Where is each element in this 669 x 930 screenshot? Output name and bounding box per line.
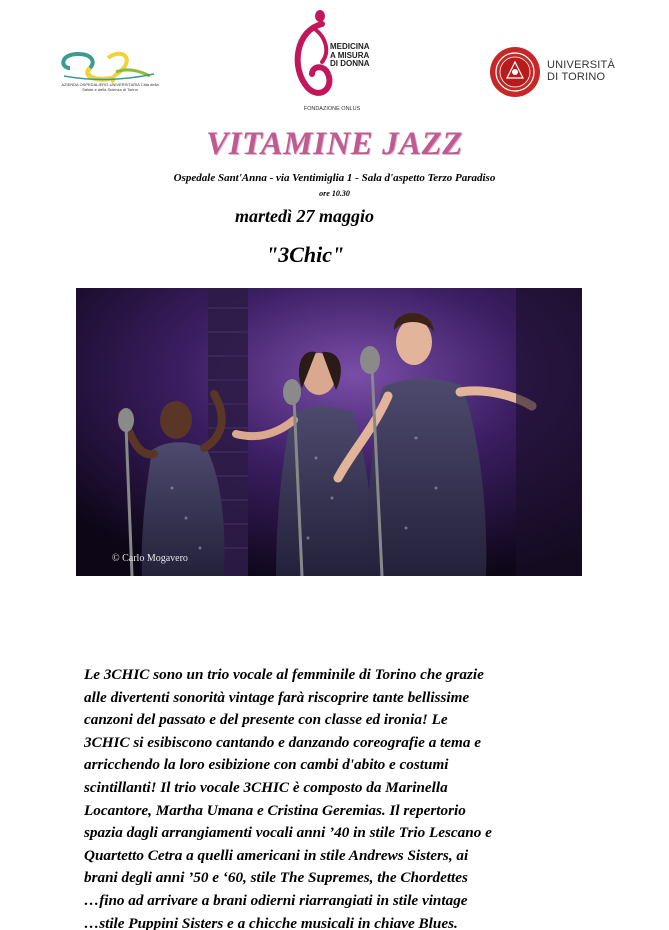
university-seal-icon (489, 46, 541, 98)
description-line: arricchendo la loro esibizione con cambi d'abito e costumi (84, 756, 449, 774)
event-venue: Ospedale Sant'Anna - via Ventimiglia 1 - Sala d'aspetto Terzo Paradiso (173, 172, 496, 184)
event-time: ore 10.30 (319, 189, 350, 198)
description-line: Quartetto Cetra a quelli americani in stile Andrews Sisters, ai (84, 846, 469, 864)
description-line: brani degli anni ’50 e ‘60, stile The Supremes, the Chordettes (84, 869, 468, 887)
three-singers-photo (76, 288, 582, 576)
university-logo-text: UNIVERSITÀ DI TORINO (547, 59, 616, 83)
foundation-logo-title: MEDICINA A MISURA DI DONNA (330, 42, 370, 68)
university-logo (489, 46, 541, 98)
description-line: Le 3CHIC sono un trio vocale al femminile di Torino che grazie (84, 666, 484, 683)
description-line: …stile Puppini Sisters e a chicche musicali in chiave Blues. (84, 914, 458, 930)
s-swirl-logo-icon (56, 46, 162, 86)
description-line: …fino ad arrivare a brani odierni riarrangiati in stile vintage (84, 891, 468, 909)
description-line: 3CHIC si esibiscono cantando e danzando coreografie a tema e (84, 733, 481, 751)
description-line: canzoni del passato e del presente con classe ed ironia! Le (84, 711, 448, 729)
show-title: "3Chic" (266, 242, 345, 267)
event-date: martedì 27 maggio (235, 206, 374, 226)
description-line: Locantore, Martha Umana e Cristina Geremias. Il repertorio (84, 801, 466, 819)
foundation-logo-subtitle: FONDAZIONE ONLUS (303, 106, 361, 112)
event-title: VITAMINE JAZZ (206, 126, 463, 162)
event-description (84, 664, 604, 930)
hospital-logo-text: AZIENDA OSPEDALIERO-UNIVERSITARIA Città della Salute e della Scienza di Torino (61, 82, 159, 92)
description-line: scintillanti! Il trio vocale 3CHIC è composto da Marinella (84, 778, 448, 796)
hospital-logo (56, 46, 162, 102)
description-line: alle divertenti sonorità vintage farà riscoprire tante bellissime (84, 688, 470, 706)
photo-credit: © Carlo Mogavero (112, 553, 188, 564)
description-line: spazia dagli arrangiamenti vocali anni ’40 in stile Trio Lescano e (84, 824, 492, 842)
